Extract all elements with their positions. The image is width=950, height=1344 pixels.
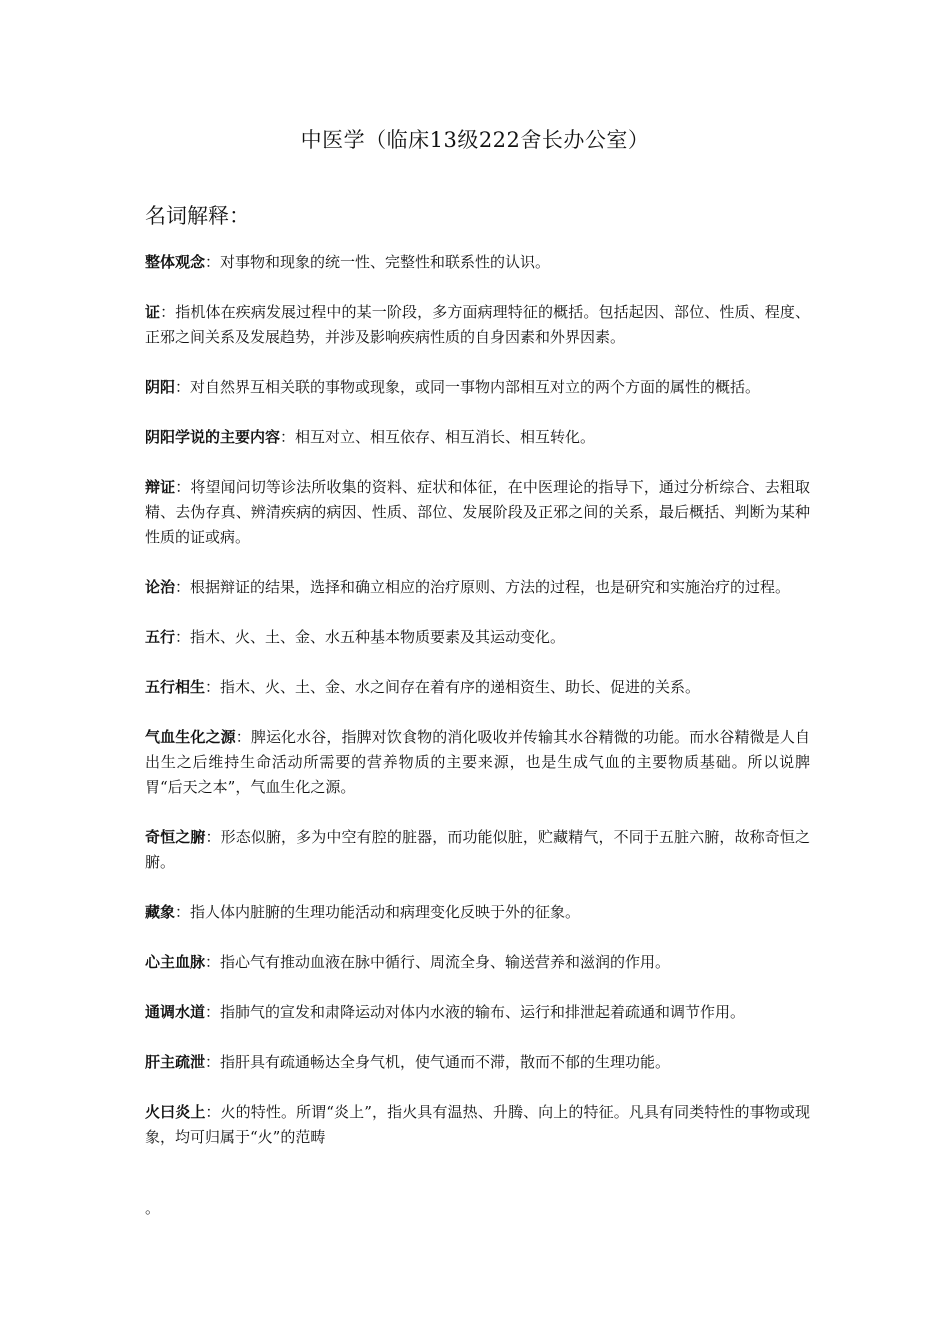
- term-separator: ：: [175, 478, 191, 496]
- glossary-definition: 相互对立、相互依存、相互消长、相互转化。: [295, 428, 596, 446]
- term-separator: ：: [175, 578, 191, 596]
- glossary-definition: 指肝具有疏通畅达全身气机，使气通而不滞，散而不郁的生理功能。: [220, 1053, 671, 1071]
- term-separator: ：: [205, 953, 221, 971]
- glossary-term: 奇恒之腑: [145, 828, 206, 846]
- glossary-term: 阴阳: [145, 378, 176, 396]
- glossary-term: 通调水道: [145, 1003, 206, 1021]
- glossary-term: 藏象: [145, 903, 176, 921]
- term-separator: ：: [175, 903, 191, 921]
- glossary-entry: [145, 475, 810, 550]
- glossary-entry: [145, 250, 810, 275]
- glossary-entry: [145, 1000, 810, 1025]
- glossary-term: 整体观念: [145, 253, 206, 271]
- glossary-entry: [145, 1050, 810, 1075]
- glossary-term: 阴阳学说的主要内容: [145, 428, 281, 446]
- glossary-entry: [145, 950, 810, 975]
- glossary-entry: [145, 725, 810, 800]
- glossary-entry: [145, 675, 810, 700]
- glossary-definition: 根据辩证的结果，选择和确立相应的治疗原则、方法的过程，也是研究和实施治疗的过程。: [190, 578, 791, 596]
- glossary-term: 心主血脉: [145, 953, 206, 971]
- glossary-term: 证: [145, 303, 161, 321]
- term-separator: ：: [175, 378, 191, 396]
- glossary-term: 五行相生: [145, 678, 206, 696]
- glossary-definition: 对自然界互相关联的事物或现象，或同一事物内部相互对立的两个方面的属性的概括。: [190, 378, 761, 396]
- glossary-definition: 火的特性。所谓“炎上”，指火具有温热、升腾、向上的特征。凡具有同类特性的事物或现象，均可归属于“火”的范畴: [145, 1103, 810, 1146]
- glossary-term: 肝主疏泄: [145, 1053, 206, 1071]
- glossary-term: 五行: [145, 628, 176, 646]
- section-heading: 名词解释：: [145, 204, 250, 228]
- glossary-definition: 对事物和现象的统一性、完整性和联系性的认识。: [220, 253, 551, 271]
- document-title: 中医学（临床13级222舍长办公室）: [300, 128, 650, 152]
- term-separator: ：: [160, 303, 176, 321]
- glossary-list: [145, 250, 810, 1175]
- glossary-definition: 指木、火、土、金、水五种基本物质要素及其运动变化。: [190, 628, 566, 646]
- glossary-definition: 将望闻问切等诊法所收集的资料、症状和体征，在中医理论的指导下，通过分析综合、去粗取精、去伪存真、辨清疾病的病因、性质、部位、发展阶段及正邪之间的关系，最后概括、判断为某种性质的证或病。: [145, 478, 810, 546]
- glossary-definition: 指心气有推动血液在脉中循行、周流全身、输送营养和滋润的作用。: [220, 953, 671, 971]
- term-separator: ：: [205, 1053, 221, 1071]
- term-separator: ：: [205, 828, 221, 846]
- term-separator: ：: [280, 428, 296, 446]
- glossary-entry: [145, 625, 810, 650]
- glossary-term: 气血生化之源: [145, 728, 236, 746]
- trailing-punctuation: 。: [145, 1199, 161, 1217]
- glossary-entry: [145, 1100, 810, 1150]
- term-separator: ：: [205, 678, 221, 696]
- glossary-term: 辩证: [145, 478, 176, 496]
- glossary-entry: [145, 375, 810, 400]
- term-separator: ：: [235, 728, 251, 746]
- glossary-entry: [145, 825, 810, 875]
- glossary-entry: [145, 900, 810, 925]
- term-separator: ：: [205, 1003, 221, 1021]
- glossary-entry: [145, 300, 810, 350]
- glossary-definition: 形态似腑，多为中空有腔的脏器，而功能似脏，贮藏精气，不同于五脏六腑，故称奇恒之腑。: [145, 828, 810, 871]
- glossary-term: 论治: [145, 578, 176, 596]
- glossary-entry: [145, 425, 810, 450]
- term-separator: ：: [175, 628, 191, 646]
- glossary-definition: 指肺气的宣发和肃降运动对体内水液的输布、运行和排泄起着疏通和调节作用。: [220, 1003, 746, 1021]
- glossary-definition: 脾运化水谷，指脾对饮食物的消化吸收并传输其水谷精微的功能。而水谷精微是人自出生之后维持生命活动所需要的营养物质的主要来源，也是生成气血的主要物质基础。所以说脾胃“后天之本”，气血生化之源。: [145, 728, 810, 796]
- glossary-entry: [145, 575, 810, 600]
- glossary-definition: 指木、火、土、金、水之间存在着有序的递相资生、助长、促进的关系。: [220, 678, 701, 696]
- term-separator: ：: [205, 253, 221, 271]
- glossary-definition: 指人体内脏腑的生理功能活动和病理变化反映于外的征象。: [190, 903, 581, 921]
- glossary-definition: 指机体在疾病发展过程中的某一阶段，多方面病理特征的概括。包括起因、部位、性质、程度、正邪之间关系及发展趋势，并涉及影响疾病性质的自身因素和外界因素。: [145, 303, 810, 346]
- glossary-term: 火曰炎上: [145, 1103, 206, 1121]
- term-separator: ：: [205, 1103, 221, 1121]
